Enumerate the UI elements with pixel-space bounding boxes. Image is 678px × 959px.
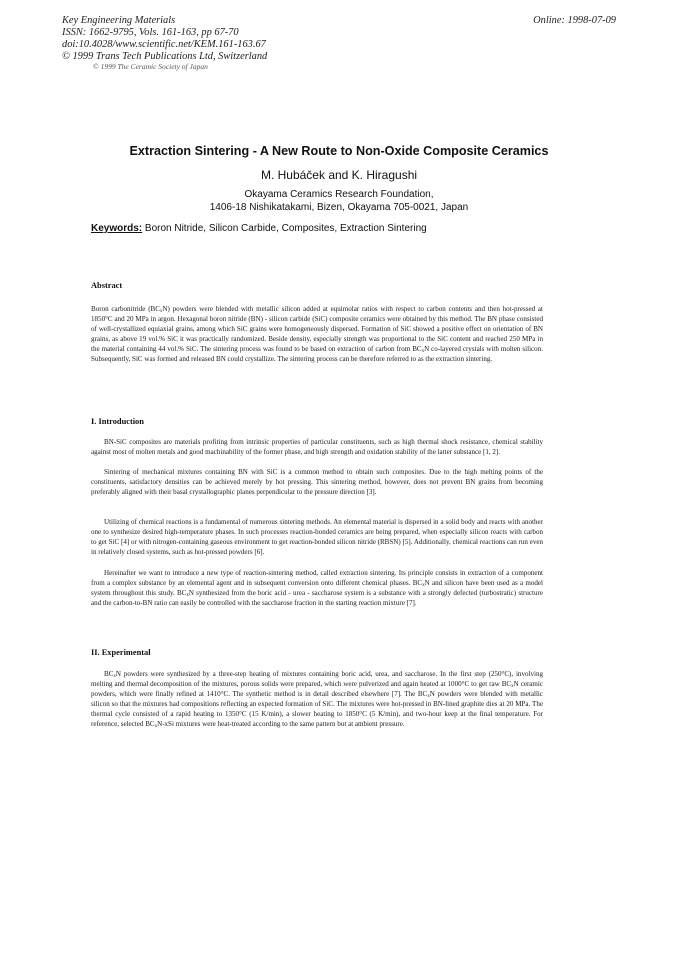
intro-paragraph-3: Utilizing of chemical reactions is a fundamental of numerous sintering methods. An elemental material is dispersed in a solid body and reacts with another one to synthesize desired high-temperature phases. In such processes reaction-bonded ceramics are being prepared, when especially silicon reacts with carbon to get SiC [4] or with nitrogen-containing gaseous environment to get reaction-bonded silicon nitride (RBSN) [5]. Additionally, chemical reactions can run even in relatively closed systems, such as hot-pressed powders [6]. (91, 518, 543, 557)
online-date: Online: 1998-07-09 (533, 15, 616, 26)
experimental-text: $BC_xN$ powders were synthesized by a three-step heating of mixtures containing boric acid, urea, and saccharose. In the first step (250°C), involving melting and thermal decomposition of the mixtures, porous solids were prepared, which were pulverized and again heated at 1000°C to get raw $BC_xN$ ceramic powders, which were finally refined at 1410°C. The synthetic method is in detail described elsewhere [7]. The $BC_xN$ powders were blended with metallic silicon so that the mixtures had compositions reflecting an expected formation of SiC. The mixtures were hot-pressed in BN-lined graphite dies at 20 MPa. The thermal cycle consisted of a rapid heating to 1350°C (15 K/min), a slower heating to 1850°C (5 K/min), and two-hour keep at the final temperature. For reference, selected $BC_xN$-xSi mixtures were heat-treated according to the same pattern but at ambient pressure. (91, 670, 543, 730)
introduction-heading: I. Introduction (91, 417, 144, 426)
keywords-text: Boron Nitride, Silicon Carbide, Composites, Extraction Sintering (142, 223, 427, 234)
citation-header (62, 15, 267, 63)
paper-title: Extraction Sintering - A New Route to Non-Oxide Composite Ceramics (129, 144, 549, 158)
society-copyright: © 1999 The Ceramic Society of Japan (93, 62, 208, 71)
copyright-line: © 1999 Trans Tech Publications Ltd, Switzerland (62, 51, 268, 62)
intro-paragraph-1: BN-SiC composites are materials profiting from intrinsic properties of particular constituents, such as high thermal shock resistance, chemical stability against most of molten metals and good machinability of the former phase, and high strength and oxidation stability of the latter substance [1, 2]. (91, 438, 543, 457)
abstract-text: Boron carbonitride $(BC_xN)$ powders were blended with metallic silicon added at equimolar ratios with respect to carbon contents and then hot-pressed at 1850°C and 20 MPa in argon. Hexagonal boron nitride (BN) - silicon carbide (SiC) composite ceramics were obtained by this method. The BN phase consisted of well-crystallized equiaxial grains, among which SiC grains were homogeneously dispersed. Formation of SiC showed a positive effect on orientation of BN grains, as above 19 vol.% SiC it was practically randomized. Beside density, especially strength was proportional to the SiC content and reached 250 MPa in the material containing 44 vol.% SiC. The sintering process was found to be based on extraction of carbon from $BC_xN$ co-layered crystals with molten silicon. Subsequently, SiC was formed and released BN could crystallize. The sintering process can be therefore referred to as the extraction sintering. (91, 305, 544, 364)
intro-paragraph-2: Sintering of mechanical mixtures containing BN with SiC is a common method to obtain such composites. Due to the high melting points of the constituents, satisfactory densities can be achieved merely by hot pressing. This sintering method, however, does not prevent BN grains from becoming preferably aligned with their basal crystallographic planes perpendicular to the pressure direction [3]. (91, 468, 543, 497)
doi-line[interactable]: doi:10.4028/www.scientific.net/KEM.161-163.67 (62, 39, 266, 50)
paper-authors: M. Hubáček and K. Hiragushi (260, 168, 418, 182)
experimental-heading: II. Experimental (91, 648, 151, 657)
intro-paragraph-4: Hereinafter we want to introduce a new type of reaction-sintering method, called extraction sintering. Its principle consists in extraction of a component from a complex substance by an elemental agent and in subsequent conversion onto different chemical phases. $BC_xN$ and silicon have been used as a model system throughout this study. $BC_xN$ synthesized from the boric acid - urea - saccharose system is a substance with a strongly defected (turbostratic) structure and the carbon-to-BN ratio can easily be controlled with the saccharose fraction in the starting reaction mixture [7]. (91, 569, 543, 608)
affiliation-line-2: 1406-18 Nishikatakami, Bizen, Okayama 705-0021, Japan (209, 202, 469, 213)
keywords-label: Keywords: (91, 223, 143, 234)
journal-name: Key Engineering Materials (62, 15, 176, 26)
issn-line: ISSN: 1662-9795, Vols. 161-163, pp 67-70 (62, 27, 239, 38)
abstract-heading: Abstract (91, 281, 123, 290)
keywords (91, 223, 427, 234)
affiliation-line-1: Okayama Ceramics Research Foundation, (244, 189, 434, 200)
